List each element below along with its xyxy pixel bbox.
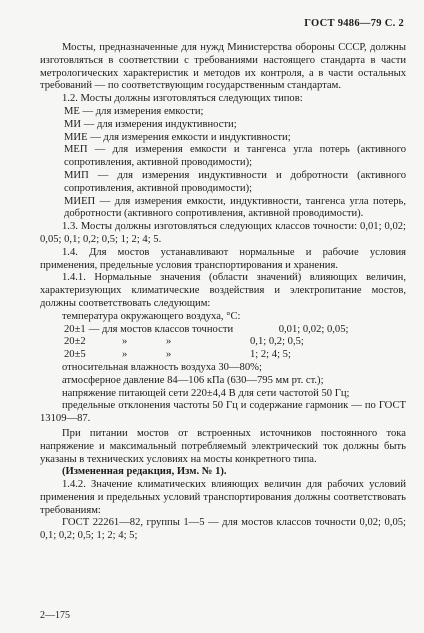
ditto-marks	[122, 349, 250, 362]
temp-row	[64, 336, 406, 349]
clause-1-4-1: 1.4.1. Нормальные значения (области значений) влияющих величин, характеризующих климатические воздействия и электропитание мостов, должны соответствовать следующим:	[40, 272, 406, 309]
type-miep: МИЕП — для измерения емкости, индуктивности, тангенса угла потерь, добротности (активного сопротивления, активной проводимости).	[64, 195, 406, 220]
temp-row	[64, 324, 406, 337]
temp-row	[64, 349, 406, 362]
document-body	[40, 42, 406, 543]
ditto-marks	[122, 336, 250, 349]
revision-note: (Измененная редакция, Изм. № 1).	[62, 466, 227, 478]
gost-reference: ГОСТ 22261—82, группы 1—5 — для мостов классов точности 0,02; 0,05; 0,1; 0,2; 0,5; 1; 2; 4; 5;	[40, 517, 406, 542]
temp-classes: 1; 2; 4; 5;	[250, 349, 291, 361]
types-list	[64, 106, 406, 221]
page-header: ГОСТ 9486—79 С. 2	[304, 18, 404, 29]
ditto-mark: »	[166, 349, 172, 361]
ditto-mark: »	[122, 349, 128, 361]
temp-value: 20±2	[64, 336, 86, 348]
temp-value: 20±5	[64, 349, 86, 361]
type-mip: МИП — для измерения индуктивности и добротности (активного сопротивления, активной проводимости);	[64, 169, 406, 194]
clause-1-4-2: 1.4.2. Значение климатических влияющих величин для рабочих условий применения и предельных условий транспортирования должны соответствовать требованиям:	[40, 479, 406, 516]
type-me: МЕ — для измерения емкости;	[64, 105, 204, 117]
type-mie: МИЕ — для измерения емкости и индуктивности;	[64, 131, 291, 143]
voltage: напряжение питающей сети 220±4,4 В для сети частотой 50 Гц;	[62, 387, 350, 399]
ditto-mark: »	[122, 336, 128, 348]
temp-value: 20±1	[64, 323, 86, 335]
temperature-label: температура окружающего воздуха, °С:	[62, 310, 241, 322]
clause-1-4: 1.4. Для мостов устанавливают нормальные и рабочие условия применения, предельные условия транспортирования и хранения.	[40, 246, 406, 271]
humidity: относительная влажность воздуха 30—80%;	[62, 361, 262, 373]
type-mep: МЕП — для измерения емкости и тангенса угла потерь (активного сопротивления, активной проводимости);	[64, 144, 406, 169]
temp-classes: 0,01; 0,02; 0,05;	[278, 323, 349, 335]
ditto-mark: »	[166, 336, 172, 348]
intro-paragraph: Мосты, предназначенные для нужд Министерства обороны СССР, должны изготовляться в соответствии с требованиями настоящего стандарта в части метрологических характеристик и методов их контроля, а в части остальных требований — по соответствующим государственным стандартам.	[40, 42, 406, 92]
pressure: атмосферное давление 84—106 кПа (630—795 мм рт. ст.);	[62, 374, 324, 386]
frequency: предельные отклонения частоты 50 Гц и содержание гармоник — по ГОСТ 13109—87.	[40, 400, 406, 425]
temp-classes: 0,1; 0,2; 0,5;	[250, 336, 304, 348]
temp-desc: — для мостов классов точности	[88, 323, 234, 335]
footer-code: 2—175	[40, 610, 70, 621]
clause-1-3: 1.3. Мосты должны изготовляться следующих классов точности: 0,01; 0,02; 0,05; 0,1; 0,2; 0,5; 1; 2; 4; 5.	[40, 221, 406, 245]
builtin-power-paragraph: При питании мостов от встроенных источников постоянного тока напряжение и максимальный потребляемый электрический ток должны быть указаны в технических условиях на мосты конкретного типа.	[40, 427, 406, 465]
type-mi: МИ — для измерения индуктивности;	[64, 118, 237, 130]
clause-1-2: 1.2. Мосты должны изготовляться следующих типов:	[62, 93, 303, 105]
